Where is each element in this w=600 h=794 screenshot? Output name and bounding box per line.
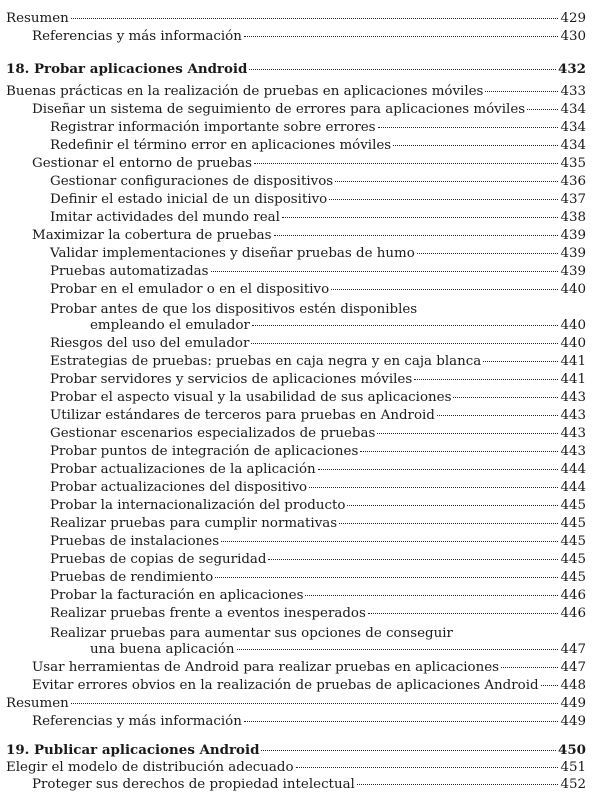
toc-entry — [50, 119, 586, 137]
toc-entry-page: 444 — [560, 462, 586, 477]
dot-leader — [71, 703, 558, 704]
toc-entry — [50, 389, 586, 407]
toc-entry-page: 443 — [560, 390, 586, 405]
toc-entry-page: 436 — [560, 174, 586, 189]
toc-entry-title: Probar puntos de integración de aplicaciones — [50, 444, 359, 459]
toc-entry-page: 445 — [560, 516, 586, 531]
dot-leader — [282, 217, 558, 218]
toc-entry — [50, 551, 586, 569]
dot-leader — [237, 649, 558, 650]
toc-entry-title: Imitar actividades del mundo real — [50, 210, 280, 225]
toc-entry-page: 430 — [560, 29, 586, 44]
dot-leader — [261, 750, 556, 751]
toc-entry-page: 433 — [560, 84, 586, 99]
dot-leader — [252, 325, 558, 326]
dot-leader — [453, 397, 558, 398]
toc-entry-title: Probar actualizaciones de la aplicación — [50, 462, 316, 477]
toc-entry-title: Realizar pruebas frente a eventos inesperados — [50, 606, 366, 621]
toc-entry-title: empleando el emulador — [90, 318, 250, 333]
toc-entry — [32, 101, 586, 119]
toc-chapter-page: 450 — [558, 742, 586, 758]
dot-leader — [296, 767, 559, 768]
toc-chapter-page: 432 — [558, 61, 586, 77]
dot-leader — [244, 36, 558, 37]
toc-entry-title: Probar la internacionalización del producto — [50, 498, 346, 513]
dot-leader — [244, 721, 558, 722]
toc-entry — [32, 155, 586, 173]
toc-entry-first-line — [50, 299, 586, 317]
toc-entry-page: 446 — [560, 606, 586, 621]
toc-entry-title: Probar actualizaciones del dispositivo — [50, 480, 308, 495]
toc-entry-page: 443 — [560, 426, 586, 441]
toc-entry-page: 440 — [560, 318, 586, 333]
toc-entry — [50, 245, 586, 263]
toc-chapter-title: 19. Publicar aplicaciones Android — [6, 742, 260, 758]
toc-entry-title: Riesgos del uso del emulador — [50, 336, 250, 351]
dot-leader — [329, 199, 558, 200]
toc-entry — [6, 83, 586, 101]
toc-entry — [32, 227, 586, 245]
dot-leader — [215, 577, 558, 578]
toc-entry-title: Buenas prácticas en la realización de pruebas en aplicaciones móviles — [6, 84, 484, 99]
toc-entry-title: Gestionar escenarios especializados de pruebas — [50, 426, 376, 441]
dot-leader — [335, 181, 558, 182]
toc-entry-title: Gestionar el entorno de pruebas — [32, 156, 252, 171]
toc-entry — [50, 569, 586, 587]
toc-entry-page: 434 — [560, 102, 586, 117]
toc-entry-title: Pruebas de copias de seguridad — [50, 552, 267, 567]
toc-entry — [50, 407, 586, 425]
dot-leader — [251, 343, 558, 344]
toc-entry-title: Resumen — [6, 696, 69, 711]
dot-leader — [221, 541, 558, 542]
toc-entry — [50, 533, 586, 551]
toc-entry — [50, 281, 586, 299]
toc-entry-page: 439 — [560, 246, 586, 261]
toc-entry — [32, 28, 586, 46]
dot-leader — [339, 523, 558, 524]
toc-entry-title: Probar la facturación en aplicaciones — [50, 588, 304, 603]
toc-entry — [50, 479, 586, 497]
toc-entry-page: 446 — [560, 588, 586, 603]
dot-leader — [527, 109, 558, 110]
toc-entry — [50, 137, 586, 155]
toc-entry — [32, 677, 586, 695]
toc-entry — [50, 587, 586, 605]
toc-entry — [50, 335, 586, 353]
dot-leader — [501, 667, 558, 668]
toc-entry — [50, 173, 586, 191]
dot-leader — [305, 595, 558, 596]
toc-entry — [32, 659, 586, 677]
dot-leader — [357, 784, 558, 785]
toc-entry — [32, 713, 586, 731]
toc-entry-title: Evitar errores obvios en la realización de pruebas de aplicaciones Android — [32, 678, 539, 693]
toc-entry-page: 449 — [560, 714, 586, 729]
toc-entry-page: 441 — [560, 354, 586, 369]
toc-entry-title: Realizar pruebas para cumplir normativas — [50, 516, 338, 531]
toc-entry-page: 439 — [560, 228, 586, 243]
dot-leader — [485, 91, 558, 92]
toc-entry — [50, 515, 586, 533]
toc-entry — [50, 263, 586, 281]
toc-entry-page: 437 — [560, 192, 586, 207]
toc-chapter-title: 18. Probar aplicaciones Android — [6, 61, 248, 77]
toc-entry-page: 443 — [560, 444, 586, 459]
dot-leader — [414, 379, 558, 380]
toc-entry-title: Estrategias de pruebas: pruebas en caja negra y en caja blanca — [50, 354, 482, 369]
toc-entry-title: Referencias y más información — [32, 714, 242, 729]
dot-leader — [309, 487, 558, 488]
toc-entry-title: Pruebas de rendimiento — [50, 570, 214, 585]
toc-entry-page: 449 — [560, 696, 586, 711]
toc-entry — [50, 443, 586, 461]
toc-entry-page: 444 — [560, 480, 586, 495]
dot-leader — [254, 163, 558, 164]
toc-entry-title: Probar servidores y servicios de aplicaciones móviles — [50, 372, 413, 387]
toc-entry-title: Probar en el emulador o en el dispositivo — [50, 282, 330, 297]
dot-leader — [541, 685, 558, 686]
toc-entry-page: 445 — [560, 534, 586, 549]
toc-entry-page: 443 — [560, 408, 586, 423]
toc-entry-title: Pruebas de instalaciones — [50, 534, 220, 549]
toc-entry — [50, 353, 586, 371]
toc-entry-title: Resumen — [6, 11, 69, 26]
dot-leader — [437, 415, 558, 416]
toc-entry — [50, 371, 586, 389]
toc-entry-page: 434 — [560, 120, 586, 135]
toc-entry-page: 447 — [560, 660, 586, 675]
toc-entry-page: 435 — [560, 156, 586, 171]
toc-entry-page: 445 — [560, 570, 586, 585]
toc-entry-first-line — [50, 623, 586, 641]
toc-entry-title: Validar implementaciones y diseñar pruebas de humo — [50, 246, 415, 261]
toc-entry-page: 439 — [560, 264, 586, 279]
toc-entry-title: una buena aplicación — [90, 642, 235, 657]
toc-entry-title: Diseñar un sistema de seguimiento de errores para aplicaciones móviles — [32, 102, 526, 117]
toc-entry — [50, 191, 586, 209]
dot-leader — [417, 253, 558, 254]
toc-entry-page: 451 — [560, 760, 586, 775]
toc-entry — [6, 759, 586, 777]
dot-leader — [377, 433, 558, 434]
toc-entry — [6, 10, 586, 28]
dot-leader — [318, 469, 558, 470]
dot-leader — [483, 361, 558, 362]
toc-entry-title: Definir el estado inicial de un dispositivo — [50, 192, 328, 207]
toc-entry-title: Maximizar la cobertura de pruebas — [32, 228, 272, 243]
toc-entry-page: 447 — [560, 642, 586, 657]
toc-entry-page: 452 — [560, 777, 586, 792]
toc-entry-title: Pruebas automatizadas — [50, 264, 209, 279]
dot-leader — [249, 69, 556, 70]
toc-entry — [50, 209, 586, 227]
dot-leader — [393, 145, 558, 146]
toc-entry — [90, 317, 586, 335]
toc-entry-title: Gestionar configuraciones de dispositivos — [50, 174, 334, 189]
toc-entry-page: 441 — [560, 372, 586, 387]
toc-entry-page: 438 — [560, 210, 586, 225]
dot-leader — [378, 127, 558, 128]
toc-entry — [32, 776, 586, 794]
toc-chapter-entry — [6, 741, 586, 759]
dot-leader — [360, 451, 558, 452]
toc-entry-title: Utilizar estándares de terceros para pruebas en Android — [50, 408, 435, 423]
toc-entry — [50, 461, 586, 479]
toc-entry-page: 448 — [560, 678, 586, 693]
toc-entry-title: Redefinir el término error en aplicaciones móviles — [50, 138, 392, 153]
dot-leader — [71, 18, 558, 19]
toc-entry-title: Probar antes de que los dispositivos estén disponibles — [50, 302, 418, 317]
toc-entry-title: Probar el aspecto visual y la usabilidad de sus aplicaciones — [50, 390, 452, 405]
toc-entry-title: Referencias y más información — [32, 29, 242, 44]
dot-leader — [347, 505, 558, 506]
dot-leader — [368, 613, 558, 614]
toc-entry-page: 445 — [560, 498, 586, 513]
toc-entry-title: Elegir el modelo de distribución adecuado — [6, 760, 294, 775]
toc-entry — [6, 695, 586, 713]
toc-entry-page: 429 — [560, 11, 586, 26]
toc-entry-page: 445 — [560, 552, 586, 567]
toc-entry-page: 440 — [560, 336, 586, 351]
toc-entry-title: Usar herramientas de Android para realizar pruebas en aplicaciones — [32, 660, 499, 675]
toc-entry-title: Registrar información importante sobre errores — [50, 120, 376, 135]
dot-leader — [274, 235, 558, 236]
dot-leader — [331, 289, 558, 290]
toc-entry-title: Realizar pruebas para aumentar sus opciones de conseguir — [50, 626, 453, 641]
dot-leader — [211, 271, 558, 272]
toc-entry-page: 440 — [560, 282, 586, 297]
toc-entry-page: 434 — [560, 138, 586, 153]
toc-chapter-entry — [6, 60, 586, 78]
toc-entry-title: Proteger sus derechos de propiedad intelectual — [32, 777, 355, 792]
toc-entry — [50, 425, 586, 443]
toc-entry — [90, 641, 586, 659]
toc-entry — [50, 605, 586, 623]
toc-entry — [50, 497, 586, 515]
dot-leader — [268, 559, 558, 560]
